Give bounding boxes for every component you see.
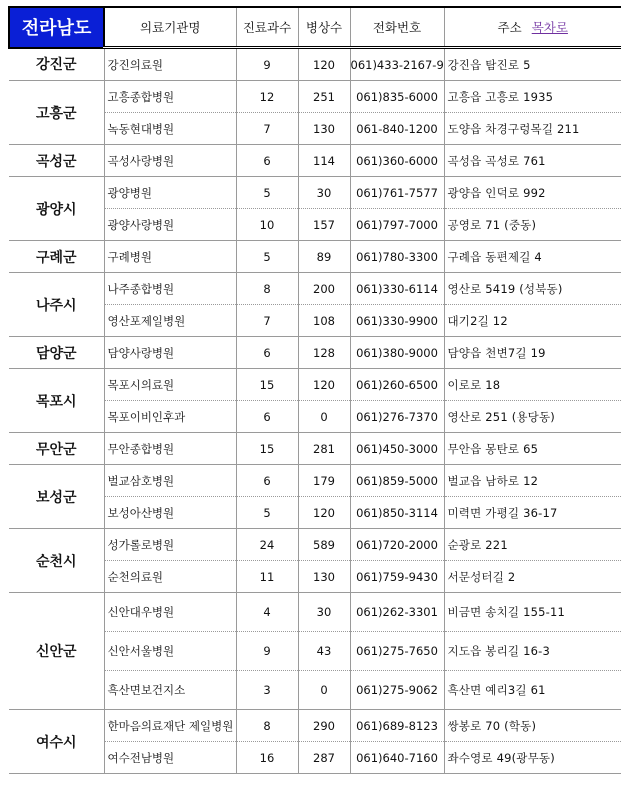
address-cell: 공영로 71 (중동): [444, 209, 621, 241]
beds-cell: 251: [298, 81, 350, 113]
address-cell: 흑산면 예리3길 61: [444, 671, 621, 710]
phone-cell: 061)759-9430: [350, 561, 444, 593]
address-cell: 이로로 18: [444, 369, 621, 401]
departments-cell: 3: [236, 671, 298, 710]
header-name: 의료기관명: [104, 7, 236, 48]
hospital-name-cell: 무안종합병원: [104, 433, 236, 465]
address-cell: 비금면 송치길 155-11: [444, 593, 621, 632]
departments-cell: 4: [236, 593, 298, 632]
table-row: [9, 593, 621, 632]
phone-cell: 061)360-6000: [350, 145, 444, 177]
address-cell: 대기2길 12: [444, 305, 621, 337]
region-cell: 고흥군: [9, 81, 104, 145]
phone-cell: 061)330-9900: [350, 305, 444, 337]
address-cell: 광양읍 인덕로 992: [444, 177, 621, 209]
header-phone: 전화번호: [350, 7, 444, 48]
hospital-name-cell: 고흥종합병원: [104, 81, 236, 113]
table-row: [9, 710, 621, 742]
hospital-name-cell: 여수전남병원: [104, 742, 236, 774]
departments-cell: 6: [236, 337, 298, 369]
phone-cell: 061)850-3114: [350, 497, 444, 529]
region-cell: 보성군: [9, 465, 104, 529]
departments-cell: 12: [236, 81, 298, 113]
departments-cell: 5: [236, 241, 298, 273]
phone-cell: 061-840-1200: [350, 113, 444, 145]
beds-cell: 287: [298, 742, 350, 774]
beds-cell: 0: [298, 671, 350, 710]
address-cell: 구례읍 동편제길 4: [444, 241, 621, 273]
departments-cell: 7: [236, 113, 298, 145]
hospital-name-cell: 흑산면보건지소: [104, 671, 236, 710]
address-cell: 영산로 5419 (성북동): [444, 273, 621, 305]
departments-cell: 10: [236, 209, 298, 241]
beds-cell: 30: [298, 177, 350, 209]
table-body: [9, 48, 621, 774]
hospital-name-cell: 담양사랑병원: [104, 337, 236, 369]
table-row: [9, 81, 621, 113]
region-cell: 신안군: [9, 593, 104, 710]
phone-cell: 061)835-6000: [350, 81, 444, 113]
address-cell: 고흥읍 고흥로 1935: [444, 81, 621, 113]
beds-cell: 30: [298, 593, 350, 632]
hospital-name-cell: 한마음의료재단 제일병원: [104, 710, 236, 742]
departments-cell: 24: [236, 529, 298, 561]
hospital-name-cell: 신안대우병원: [104, 593, 236, 632]
beds-cell: 114: [298, 145, 350, 177]
header-departments: 진료과수: [236, 7, 298, 48]
region-cell: 곡성군: [9, 145, 104, 177]
beds-cell: 128: [298, 337, 350, 369]
address-cell: 서문성터길 2: [444, 561, 621, 593]
beds-cell: 290: [298, 710, 350, 742]
address-cell: 곡성읍 곡성로 761: [444, 145, 621, 177]
address-cell: 쌍봉로 70 (학동): [444, 710, 621, 742]
address-cell: 무안읍 몽탄로 65: [444, 433, 621, 465]
header-address-cell: [444, 7, 621, 48]
departments-cell: 7: [236, 305, 298, 337]
region-cell: 순천시: [9, 529, 104, 593]
phone-cell: 061)640-7160: [350, 742, 444, 774]
phone-cell: 061)859-5000: [350, 465, 444, 497]
phone-cell: 061)797-7000: [350, 209, 444, 241]
hospital-name-cell: 목포이비인후과: [104, 401, 236, 433]
hospital-name-cell: 곡성사랑병원: [104, 145, 236, 177]
departments-cell: 15: [236, 369, 298, 401]
beds-cell: 108: [298, 305, 350, 337]
departments-cell: 5: [236, 497, 298, 529]
hospital-name-cell: 나주종합병원: [104, 273, 236, 305]
address-cell: 미력면 가평길 36-17: [444, 497, 621, 529]
beds-cell: 179: [298, 465, 350, 497]
phone-cell: 061)275-7650: [350, 632, 444, 671]
phone-cell: 061)720-2000: [350, 529, 444, 561]
address-cell: 좌수영로 49(광무동): [444, 742, 621, 774]
hospital-name-cell: 광양병원: [104, 177, 236, 209]
departments-cell: 16: [236, 742, 298, 774]
beds-cell: 157: [298, 209, 350, 241]
table-row: [9, 273, 621, 305]
hospital-name-cell: 녹동현대병원: [104, 113, 236, 145]
phone-cell: 061)761-7577: [350, 177, 444, 209]
address-cell: 영산로 251 (용당동): [444, 401, 621, 433]
phone-cell: 061)780-3300: [350, 241, 444, 273]
beds-cell: 120: [298, 369, 350, 401]
address-cell: 지도읍 봉리길 16-3: [444, 632, 621, 671]
region-cell: 담양군: [9, 337, 104, 369]
departments-cell: 11: [236, 561, 298, 593]
table-row: [9, 177, 621, 209]
departments-cell: 5: [236, 177, 298, 209]
phone-cell: 061)275-9062: [350, 671, 444, 710]
table-row: [9, 465, 621, 497]
region-cell: 무안군: [9, 433, 104, 465]
hospital-name-cell: 구례병원: [104, 241, 236, 273]
hospital-name-cell: 신안서울병원: [104, 632, 236, 671]
beds-cell: 281: [298, 433, 350, 465]
hospital-name-cell: 순천의료원: [104, 561, 236, 593]
phone-cell: 061)262-3301: [350, 593, 444, 632]
phone-cell: 061)260-6500: [350, 369, 444, 401]
phone-cell: 061)689-8123: [350, 710, 444, 742]
address-cell: 벌교읍 남하로 12: [444, 465, 621, 497]
header-row: [9, 7, 621, 48]
region-cell: 강진군: [9, 48, 104, 81]
table-row: [9, 433, 621, 465]
departments-cell: 9: [236, 48, 298, 81]
beds-cell: 89: [298, 241, 350, 273]
hospital-name-cell: 영산포제일병원: [104, 305, 236, 337]
province-title: 전라남도: [9, 7, 104, 48]
table-row: [9, 145, 621, 177]
table-row: [9, 48, 621, 81]
phone-cell: 061)380-9000: [350, 337, 444, 369]
region-cell: 구례군: [9, 241, 104, 273]
beds-cell: 589: [298, 529, 350, 561]
region-cell: 나주시: [9, 273, 104, 337]
departments-cell: 15: [236, 433, 298, 465]
address-cell: 순광로 221: [444, 529, 621, 561]
beds-cell: 200: [298, 273, 350, 305]
hospital-name-cell: 광양사랑병원: [104, 209, 236, 241]
beds-cell: 130: [298, 113, 350, 145]
table-row: [9, 529, 621, 561]
region-cell: 광양시: [9, 177, 104, 241]
header-address: 주소: [497, 20, 522, 35]
address-cell: 강진읍 탐진로 5: [444, 48, 621, 81]
beds-cell: 120: [298, 497, 350, 529]
phone-cell: 061)330-6114: [350, 273, 444, 305]
address-cell: 담양읍 천변7길 19: [444, 337, 621, 369]
hospital-name-cell: 벌교삼호병원: [104, 465, 236, 497]
departments-cell: 8: [236, 710, 298, 742]
beds-cell: 0: [298, 401, 350, 433]
phone-cell: 061)450-3000: [350, 433, 444, 465]
table-row: [9, 241, 621, 273]
departments-cell: 8: [236, 273, 298, 305]
address-cell: 도양읍 차경구렁목길 211: [444, 113, 621, 145]
phone-cell: 061)433-2167-9: [350, 48, 444, 81]
hospital-name-cell: 강진의료원: [104, 48, 236, 81]
region-cell: 여수시: [9, 710, 104, 774]
hospital-name-cell: 보성아산병원: [104, 497, 236, 529]
departments-cell: 6: [236, 465, 298, 497]
hospital-name-cell: 목포시의료원: [104, 369, 236, 401]
beds-cell: 130: [298, 561, 350, 593]
hospital-name-cell: 성가롤로병원: [104, 529, 236, 561]
header-beds: 병상수: [298, 7, 350, 48]
table-of-contents-link[interactable]: 목차로: [531, 20, 568, 35]
region-cell: 목포시: [9, 369, 104, 433]
hospital-table-page: [8, 6, 620, 774]
phone-cell: 061)276-7370: [350, 401, 444, 433]
beds-cell: 43: [298, 632, 350, 671]
hospital-table: [8, 6, 621, 774]
departments-cell: 6: [236, 145, 298, 177]
departments-cell: 6: [236, 401, 298, 433]
table-row: [9, 337, 621, 369]
table-row: [9, 369, 621, 401]
departments-cell: 9: [236, 632, 298, 671]
beds-cell: 120: [298, 48, 350, 81]
